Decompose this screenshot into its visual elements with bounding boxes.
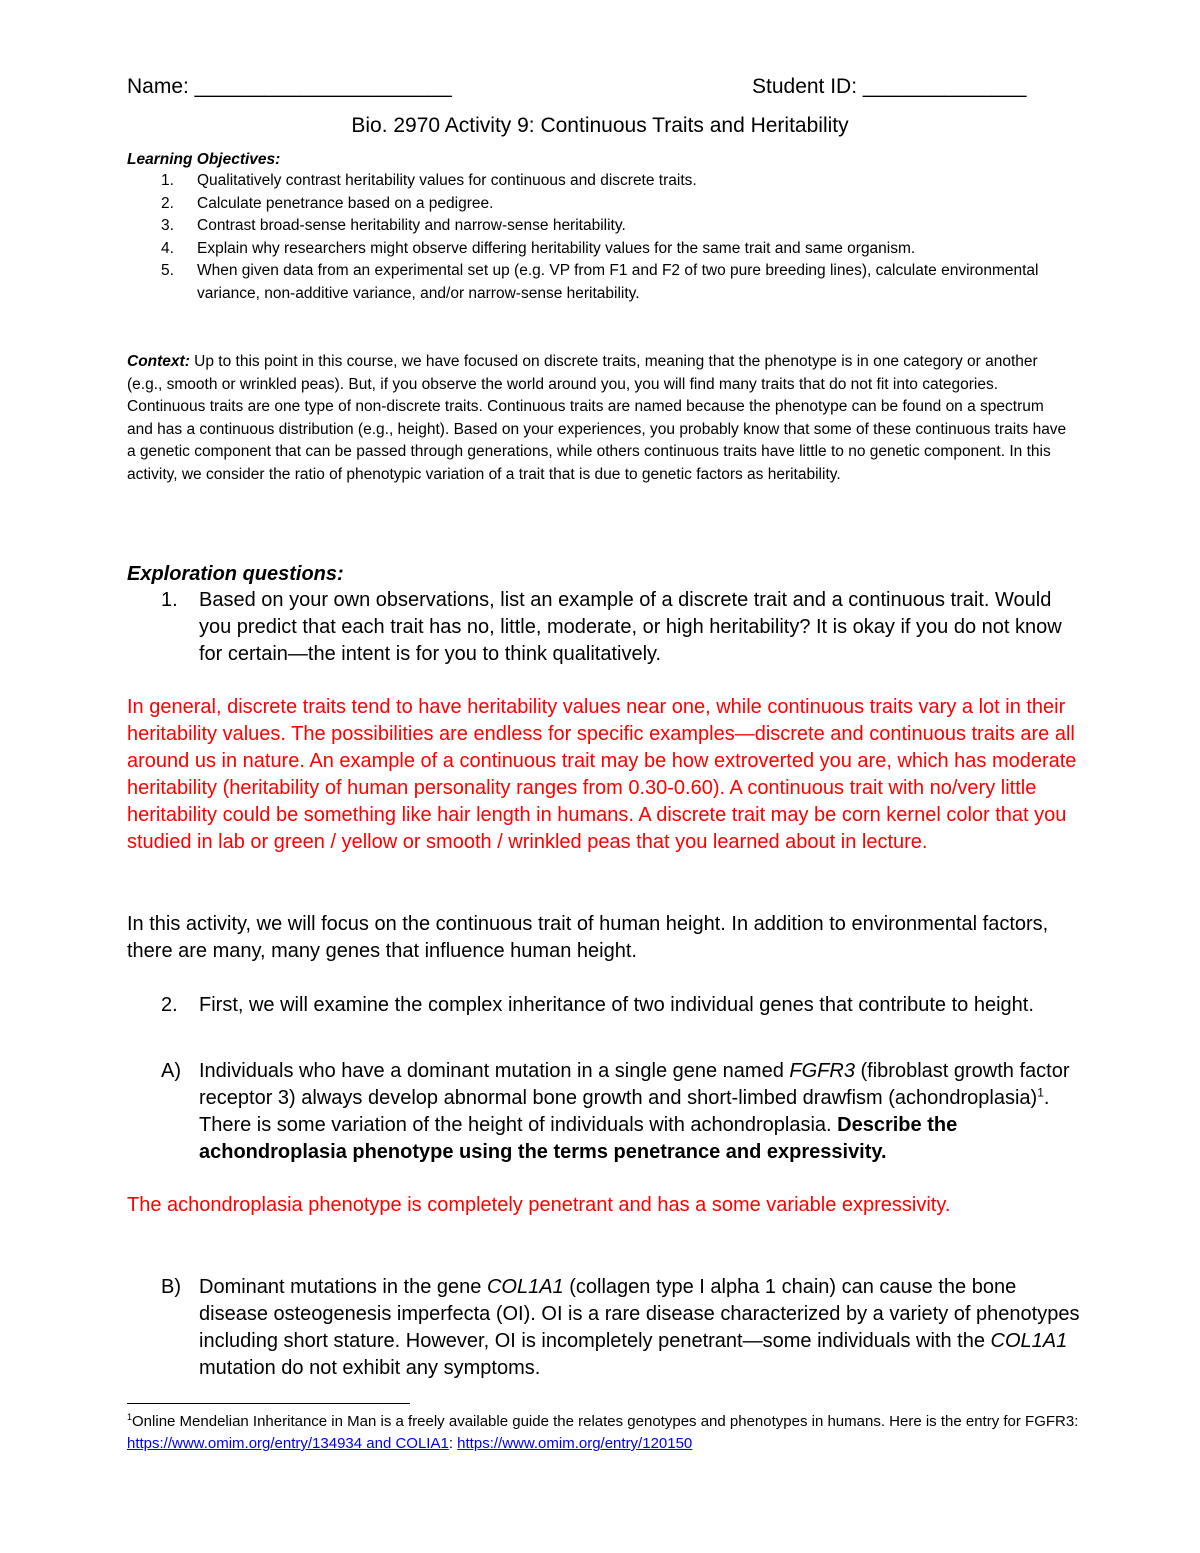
list-item-text: Calculate penetrance based on a pedigree. — [197, 194, 494, 212]
footnote-marker: 1 — [127, 1412, 133, 1422]
list-item-number: 5. — [161, 262, 174, 279]
list-item-number: 2. — [161, 194, 174, 212]
footnote-separator: : — [448, 1435, 458, 1452]
footnote-ref: 1 — [1037, 1085, 1044, 1100]
list-item-text: Contrast broad-sense heritability and narrow-sense heritability. — [197, 217, 626, 234]
question-1 — [127, 587, 1087, 668]
question-prompt: Describe the achondroplasia phenotype using the terms penetrance and expressivity. — [199, 1114, 958, 1163]
question-2 — [127, 992, 1087, 1019]
learning-objectives-list — [127, 170, 1067, 305]
list-item — [127, 170, 1067, 193]
list-item-text: Explain why researchers might observe differing heritability values for the same trait and same organism. — [197, 239, 916, 257]
question-text: Based on your own observations, list an example of a discrete trait and a continuous trait. Would you predict that each trait has no, little, moderate, or high heritability? It is okay if you do not know for certain—the intent is for you to think qualitatively. — [199, 589, 1062, 665]
text-run: Individuals who have a dominant mutation in a single gene named — [199, 1060, 790, 1082]
question-2b — [127, 1274, 1087, 1382]
list-item-number: 3. — [161, 217, 174, 234]
question-text — [199, 1274, 1087, 1382]
list-item-number: 4. — [161, 239, 174, 257]
list-item-text: Qualitatively contrast heritability values for continuous and discrete traits. — [197, 172, 697, 189]
text-run: (fibroblast growth factor receptor 3) always develop abnormal bone growth and short-limbed drawfism (achondroplasia) — [199, 1060, 1070, 1109]
omim-col1a1-link[interactable]: https://www.omim.org/entry/120150 — [457, 1435, 693, 1452]
gene-name: COL1A1 — [486, 1276, 564, 1298]
text-run: . There is some variation of the height of individuals with achondroplasia. — [199, 1087, 1050, 1136]
name-field-label: Name: ______________________ — [127, 75, 452, 98]
list-item-text: When given data from an experimental set up (e.g. VP from F1 and F2 of two pure breeding lines), calculate environmental variance, non-additive variance, and/or narrow-sense heritability. — [197, 262, 1039, 302]
text-run: (collagen type I alpha 1 chain) can cause the bone disease osteogenesis imperfecta (OI). OI is a rare disease characterized by a variety of phenotypes including short stature. However, OI is incompletely penetrant—some individuals with the — [199, 1276, 1080, 1352]
list-item — [127, 238, 1067, 261]
gene-name: COL1A1 — [990, 1330, 1068, 1352]
footnote-divider — [127, 1403, 410, 1404]
question-number: 1. — [161, 589, 178, 611]
footnote — [127, 1411, 1082, 1455]
text-run: Dominant mutations in the gene — [199, 1276, 487, 1298]
gene-name: FGFR3 — [789, 1060, 855, 1082]
learning-objectives-heading: Learning Objectives: — [127, 151, 281, 168]
footnote-text: Online Mendelian Inheritance in Man is a freely available guide the relates genotypes and phenotypes in humans. Here is the entry for FGFR3: — [132, 1413, 1079, 1430]
student-id-field-label: Student ID: ______________ — [752, 75, 1027, 98]
header-line — [127, 74, 1047, 100]
text-run: mutation do not exhibit any symptoms. — [199, 1357, 541, 1379]
exploration-heading: Exploration questions: — [127, 563, 344, 585]
omim-fgfr3-link[interactable]: https://www.omim.org/entry/134934 and COLIA1 — [127, 1435, 449, 1452]
context-paragraph — [127, 351, 1072, 486]
question-2a — [127, 1058, 1087, 1166]
answer-1: In general, discrete traits tend to have heritability values near one, while continuous traits vary a lot in their heritability values. The possibilities are endless for specific examples—discrete and continuous traits are all around us in nature. An example of a continuous trait may be how extroverted you are, which has moderate heritability (heritability of human personality ranges from 0.30-0.60). A continuous trait with no/very little heritability could be something like hair length in humans. A discrete trait may be corn kernel color that you studied in lab or green / yellow or smooth / wrinkled peas that you learned about in lecture. — [127, 696, 1077, 853]
question-label: B) — [161, 1276, 181, 1298]
page-title: Bio. 2970 Activity 9: Continuous Traits and Heritability — [351, 114, 849, 137]
answer-2a: The achondroplasia phenotype is completely penetrant and has a some variable expressivity. — [127, 1194, 951, 1216]
context-label: Context: — [127, 353, 190, 370]
list-item — [127, 260, 1067, 305]
list-item-number: 1. — [161, 172, 174, 189]
list-item — [127, 193, 1067, 216]
question-label: A) — [161, 1060, 181, 1082]
context-text: Up to this point in this course, we have focused on discrete traits, meaning that the phenotype is in one category or another (e.g., smooth or wrinkled peas). But, if you observe the world around you, you will find many traits that do not fit into categories. Continuous traits are one type of non-discrete traits. Continuous traits are named because the phenotype can be found on a spectrum and has a continuous distribution (e.g., height). Based on your experiences, you probably know that some of these continuous traits have a genetic component that can be passed through generations, while others continuous traits have little to no genetic component. In this activity, we consider the ratio of phenotypic variation of a trait that is due to genetic factors as heritability. — [127, 353, 1067, 483]
height-intro-paragraph: In this activity, we will focus on the continuous trait of human height. In addition to environmental factors, there are many, many genes that influence human height. — [127, 913, 1049, 962]
question-text: First, we will examine the complex inheritance of two individual genes that contribute to height. — [199, 994, 1034, 1016]
question-number: 2. — [161, 994, 178, 1016]
list-item — [127, 215, 1067, 238]
question-text — [199, 1058, 1087, 1166]
